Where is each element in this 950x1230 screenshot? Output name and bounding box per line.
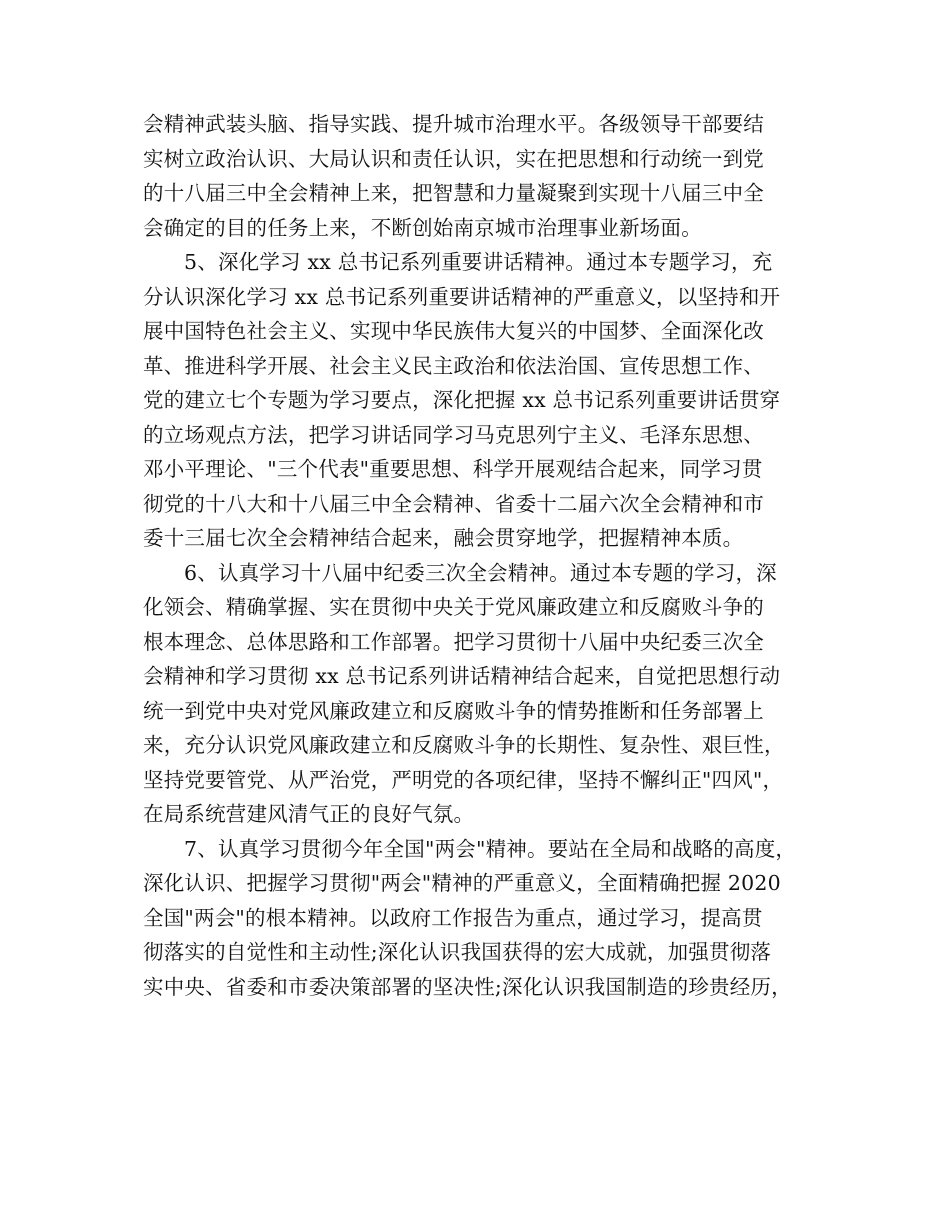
text-line: 党的建立七个专题为学习要点，深化把握 xx 总书记系列重要讲话贯穿 xyxy=(143,388,781,412)
paragraph-continuation xyxy=(143,107,813,245)
text-line: 实树立政治认识、大局认识和责任认识，实在把思想和行动统一到党 xyxy=(143,146,764,171)
text-line: 展中国特色社会主义、实现中华民族伟大复兴的中国梦、全面深化改 xyxy=(143,319,764,343)
text-line: 7、认真学习贯彻今年全国"两会"精神。要站在全局和战略的高度， xyxy=(184,836,797,861)
text-line: 分认识深化学习 xx 总书记系列重要讲话精神的严重意义，以坚持和开 xyxy=(143,284,781,309)
text-line: 实中央、省委和市委决策部署的坚决性;深化认识我国制造的珍贵经历， xyxy=(143,974,792,999)
text-line: 委十三届七次全会精神结合起来，融会贯穿地学，把握精神本质。 xyxy=(143,526,744,550)
text-line: 来，充分认识党风廉政建立和反腐败斗争的长期性、复杂性、艰巨性， xyxy=(143,733,785,757)
text-line: 深化认识、把握学习贯彻"两会"精神的严重意义，全面精确把握 2020 xyxy=(143,871,781,895)
text-line: 坚持党要管党、从严治党，严明党的各项纪律，坚持不懈纠正"四风"， xyxy=(143,767,784,792)
text-line: 化领会、精确掌握、实在贯彻中央关于党风廉政建立和反腐败斗争的 xyxy=(143,595,764,619)
text-line: 5、深化学习 xx 总书记系列重要讲话精神。通过本专题学习，充 xyxy=(184,250,773,274)
text-line: 邓小平理论、"三个代表"重要思想、科学开展观结合起来，同学习贯 xyxy=(143,457,763,481)
text-line: 革、推进科学开展、社会主义民主政治和依法治国、宣传思想工作、 xyxy=(143,353,764,378)
text-line: 彻落实的自觉性和主动性;深化认识我国获得的宏大成就，加强贯彻落 xyxy=(143,940,772,964)
text-line: 会确定的目的任务上来，不断创始南京城市治理事业新场面。 xyxy=(143,215,702,240)
paragraph-item-5 xyxy=(143,245,813,556)
text-line: 全国"两会"的根本精神。以政府工作报告为重点，通过学习，提高贯 xyxy=(143,905,763,930)
text-line: 6、认真学习十八届中纪委三次全会精神。通过本专题的学习，深 xyxy=(184,560,777,585)
text-line: 会精神和学习贯彻 xx 总书记系列讲话精神结合起来，自觉把思想行动 xyxy=(143,664,781,688)
document-page xyxy=(143,107,813,1004)
text-line: 彻党的十八大和十八届三中全会精神、省委十二届六次全会精神和市 xyxy=(143,491,764,516)
paragraph-item-7 xyxy=(143,832,813,1005)
text-line: 统一到党中央对党风廉政建立和反腐败斗争的情势推断和任务部署上 xyxy=(143,698,764,723)
text-line: 在局系统营建风清气正的良好气氛。 xyxy=(143,802,475,826)
text-line: 根本理念、总体思路和工作部署。把学习贯彻十八届中央纪委三次全 xyxy=(143,629,764,654)
text-line: 的立场观点方法，把学习讲话同学习马克思列宁主义、毛泽东思想、 xyxy=(143,422,764,447)
text-line: 会精神武装头脑、指导实践、提升城市治理水平。各级领导干部要结 xyxy=(143,112,764,136)
paragraph-item-6 xyxy=(143,556,813,832)
text-line: 的十八届三中全会精神上来，把智慧和力量凝聚到实现十八届三中全 xyxy=(143,181,764,205)
